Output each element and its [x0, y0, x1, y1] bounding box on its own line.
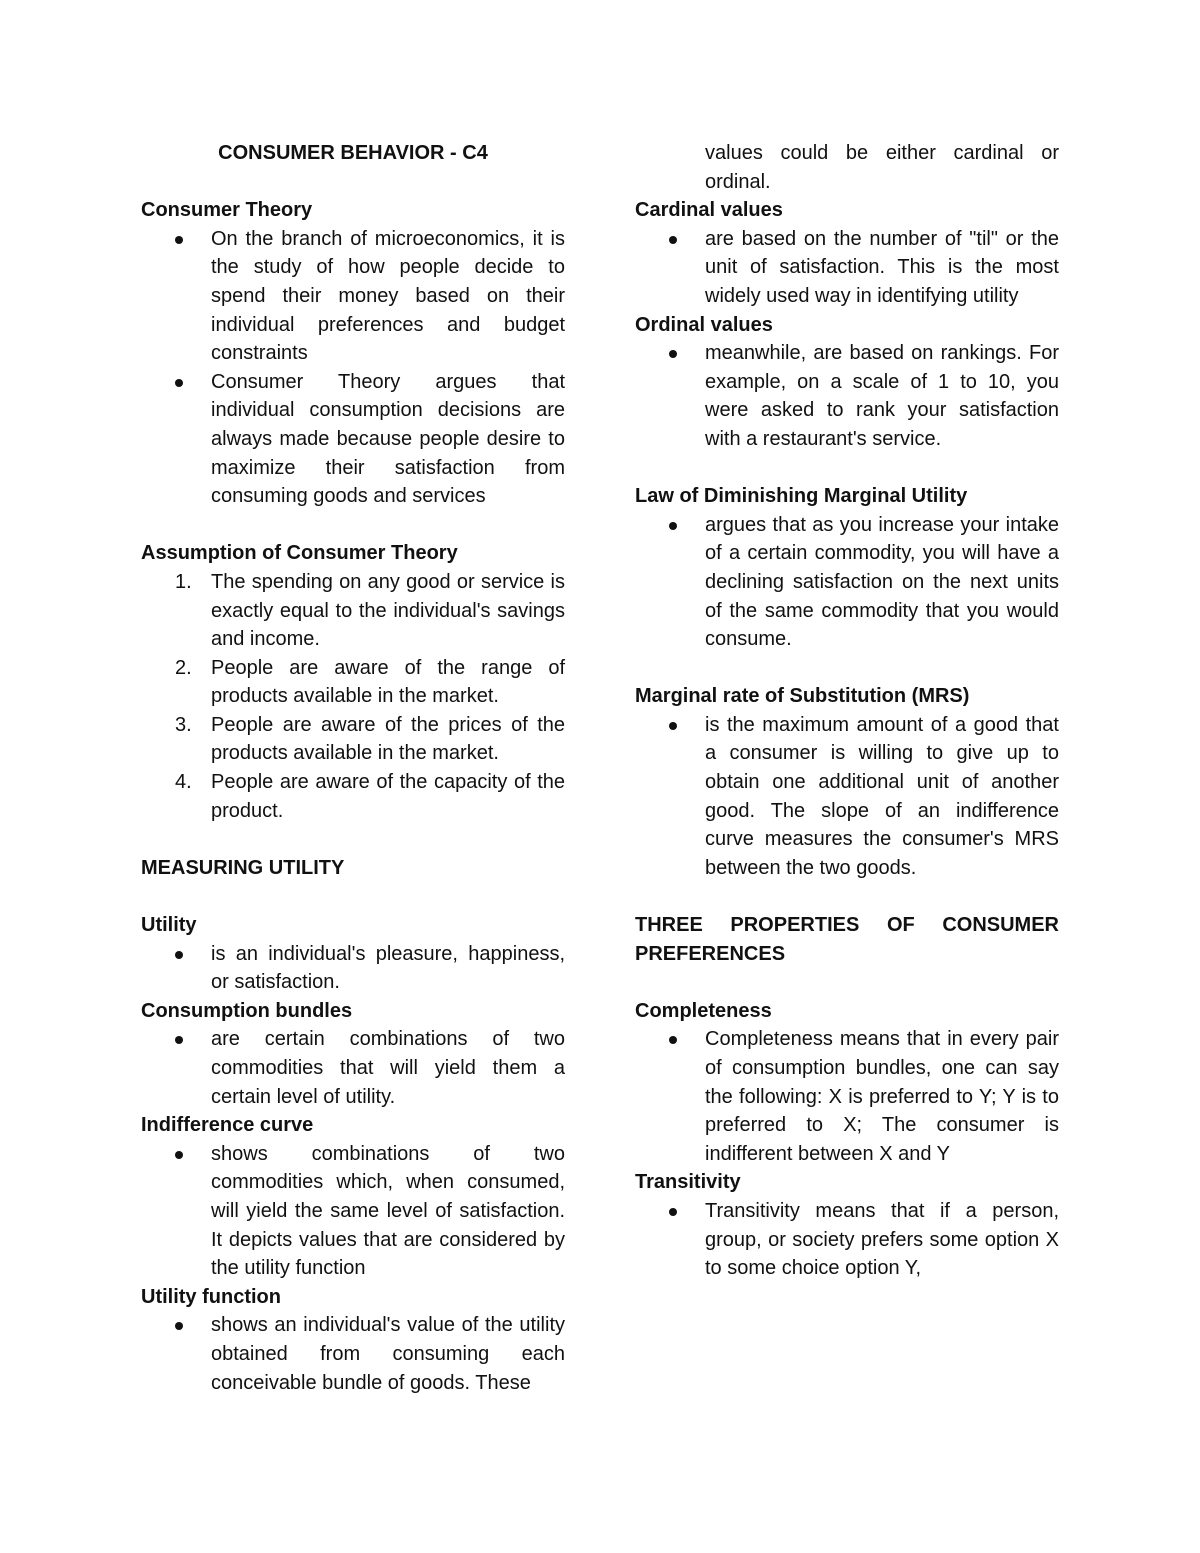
- completeness-heading: Completeness: [635, 999, 772, 1022]
- left-column: [141, 139, 565, 1397]
- list-number: 2.: [175, 656, 192, 679]
- bullet-icon: [669, 1036, 677, 1044]
- bullet-icon: [175, 1036, 183, 1044]
- bundles-heading: Consumption bundles: [141, 999, 353, 1022]
- assumptions-list: [141, 568, 565, 825]
- list-number: 4.: [175, 771, 192, 794]
- utility-list: [141, 940, 565, 997]
- utility-function-list: [141, 1311, 565, 1397]
- completeness-list: [635, 1025, 1059, 1168]
- bullet-icon: [175, 951, 183, 959]
- bullet-icon: [175, 379, 183, 387]
- transitivity-heading: Transitivity: [635, 1171, 741, 1194]
- list-item: is the maximum amount of a good that a consumer is willing to give up to obtain one additional unit of another good. The slope of an indifference curve measures the consumer's MRS between the two goods.: [635, 711, 1059, 883]
- utility-heading: Utility: [141, 914, 197, 937]
- list-item: On the branch of microeconomics, it is the study of how people decide to spend their money based on their individual preferences and budget constraints: [141, 225, 565, 368]
- transitivity-list: [635, 1197, 1059, 1283]
- bullet-icon: [669, 1208, 677, 1216]
- three-properties-heading: THREE PROPERTIES OF CONSUMER PREFERENCES: [635, 914, 1059, 965]
- bullet-icon: [669, 350, 677, 358]
- list-item: are based on the number of "til" or the unit of satisfaction. This is the most widely used way in identifying utility: [635, 225, 1059, 311]
- list-item: shows an individual's value of the utility obtained from consuming each conceivable bundle of goods. These: [141, 1311, 565, 1397]
- list-item: shows combinations of two commodities which, when consumed, will yield the same level of satisfaction. It depicts values that are considered by the utility function: [141, 1140, 565, 1283]
- list-item: Transitivity means that if a person, group, or society prefers some option X to some choice option Y,: [635, 1197, 1059, 1283]
- list-number: 3.: [175, 713, 192, 736]
- right-column: [635, 139, 1059, 1283]
- law-heading: Law of Diminishing Marginal Utility: [635, 485, 968, 508]
- list-item: Completeness means that in every pair of consumption bundles, one can say the following: X is preferred to Y; Y is to preferred to X; The consumer is indifferent between X and Y: [635, 1025, 1059, 1168]
- list-number: 1.: [175, 570, 192, 593]
- assumptions-heading: Assumption of Consumer Theory: [141, 542, 458, 565]
- ordinal-list: [635, 339, 1059, 453]
- list-item: is an individual's pleasure, happiness, or satisfaction.: [141, 940, 565, 997]
- bullet-icon: [669, 522, 677, 530]
- document-title: CONSUMER BEHAVIOR - C4: [218, 142, 488, 164]
- utility-function-heading: Utility function: [141, 1285, 281, 1308]
- indifference-list: [141, 1140, 565, 1283]
- list-item: Consumer Theory argues that individual consumption decisions are always made because people desire to maximize their satisfaction from consuming goods and services: [141, 368, 565, 511]
- list-item: 1. The spending on any good or service is exactly equal to the individual's savings and income.: [141, 568, 565, 654]
- continuation-text: values could be either cardinal or ordinal.: [705, 142, 1059, 193]
- law-list: [635, 511, 1059, 654]
- bullet-icon: [669, 722, 677, 730]
- list-item: meanwhile, are based on rankings. For example, on a scale of 1 to 10, you were asked to rank your satisfaction with a restaurant's service.: [635, 339, 1059, 453]
- list-item: are certain combinations of two commodities that will yield them a certain level of utility.: [141, 1025, 565, 1111]
- consumer-theory-list: [141, 225, 565, 511]
- bullet-icon: [175, 1322, 183, 1330]
- mrs-list: [635, 711, 1059, 883]
- ordinal-heading: Ordinal values: [635, 313, 773, 336]
- indifference-heading: Indifference curve: [141, 1114, 314, 1137]
- list-item: 3. People are aware of the prices of the products available in the market.: [141, 711, 565, 768]
- bullet-icon: [175, 1151, 183, 1159]
- bullet-icon: [669, 236, 677, 244]
- bullet-icon: [175, 236, 183, 244]
- list-item: 4. People are aware of the capacity of the product.: [141, 768, 565, 825]
- consumer-theory-heading: Consumer Theory: [141, 199, 313, 222]
- measuring-utility-heading: MEASURING UTILITY: [141, 856, 345, 879]
- mrs-heading: Marginal rate of Substitution (MRS): [635, 685, 970, 708]
- cardinal-heading: Cardinal values: [635, 199, 783, 222]
- list-item: 2. People are aware of the range of products available in the market.: [141, 654, 565, 711]
- cardinal-list: [635, 225, 1059, 311]
- list-item: argues that as you increase your intake of a certain commodity, you will have a declining satisfaction on the next units of the same commodity that you would consume.: [635, 511, 1059, 654]
- bundles-list: [141, 1025, 565, 1111]
